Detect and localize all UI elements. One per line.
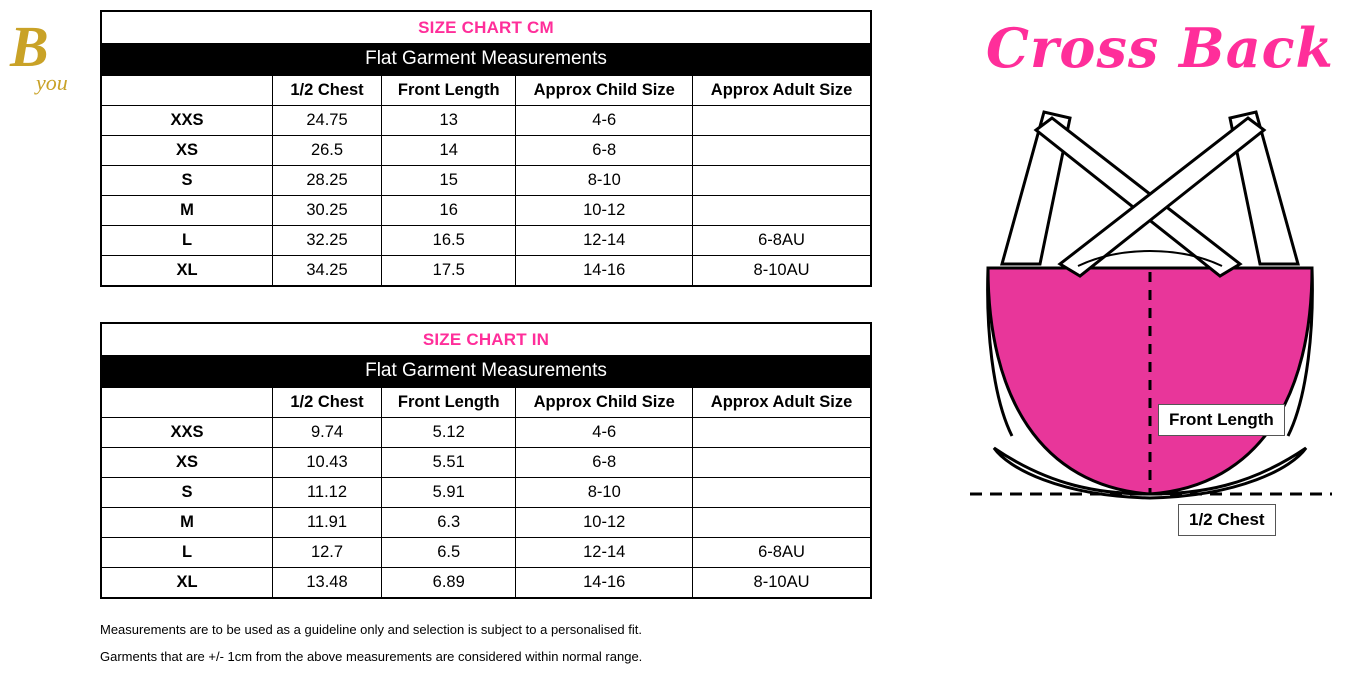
cell-child-size: 10-12 bbox=[516, 196, 693, 226]
footnotes bbox=[100, 622, 800, 676]
cell-adult-size bbox=[693, 106, 870, 136]
table-row bbox=[102, 166, 870, 196]
size-chart-in bbox=[100, 322, 872, 599]
cell-half-chest: 12.7 bbox=[272, 538, 381, 568]
cell-child-size: 4-6 bbox=[516, 106, 693, 136]
logo-mark-b: B bbox=[10, 14, 47, 79]
size-chart-in-title: SIZE CHART IN bbox=[102, 324, 870, 355]
cell-child-size: 14-16 bbox=[516, 568, 693, 598]
cell-half-chest: 24.75 bbox=[272, 106, 381, 136]
cell-size: XS bbox=[102, 448, 272, 478]
table-row bbox=[102, 196, 870, 226]
cell-front-length: 16.5 bbox=[382, 226, 516, 256]
cell-size: XXS bbox=[102, 106, 272, 136]
column-header-half-chest: 1/2 Chest bbox=[272, 76, 381, 106]
cell-child-size: 12-14 bbox=[516, 226, 693, 256]
cell-front-length: 6.5 bbox=[382, 538, 516, 568]
column-header-child-size: Approx Child Size bbox=[516, 76, 693, 106]
cell-half-chest: 11.91 bbox=[272, 508, 381, 538]
table-row bbox=[102, 568, 870, 598]
logo-word-you: you bbox=[36, 70, 68, 95]
size-chart-in-subtitle: Flat Garment Measurements bbox=[102, 355, 870, 388]
cell-size: M bbox=[102, 196, 272, 226]
column-header-front-length: Front Length bbox=[382, 388, 516, 418]
table-row bbox=[102, 508, 870, 538]
cell-child-size: 14-16 bbox=[516, 256, 693, 286]
cell-adult-size bbox=[693, 136, 870, 166]
cell-half-chest: 11.12 bbox=[272, 478, 381, 508]
cell-front-length: 17.5 bbox=[382, 256, 516, 286]
column-header-size bbox=[102, 388, 272, 418]
illustration-title: Cross Back bbox=[986, 16, 1334, 80]
cell-size: M bbox=[102, 508, 272, 538]
column-header-adult-size: Approx Adult Size bbox=[693, 76, 870, 106]
crossback-bra-illustration bbox=[940, 96, 1357, 516]
cell-half-chest: 30.25 bbox=[272, 196, 381, 226]
cell-adult-size bbox=[693, 418, 870, 448]
footnote-2: Garments that are +/- 1cm from the above measurements are considered within normal range. bbox=[100, 649, 643, 664]
illustration-panel bbox=[900, 0, 1357, 680]
table-row bbox=[102, 256, 870, 286]
size-chart-in-table bbox=[102, 388, 870, 597]
cell-front-length: 6.89 bbox=[382, 568, 516, 598]
cell-half-chest: 9.74 bbox=[272, 418, 381, 448]
cell-adult-size bbox=[693, 166, 870, 196]
column-header-size bbox=[102, 76, 272, 106]
cell-front-length: 6.3 bbox=[382, 508, 516, 538]
cell-adult-size bbox=[693, 478, 870, 508]
cell-size: S bbox=[102, 166, 272, 196]
cell-half-chest: 34.25 bbox=[272, 256, 381, 286]
cell-front-length: 15 bbox=[382, 166, 516, 196]
cell-half-chest: 26.5 bbox=[272, 136, 381, 166]
cell-child-size: 8-10 bbox=[516, 166, 693, 196]
size-chart-cm-title: SIZE CHART CM bbox=[102, 12, 870, 43]
cell-front-length: 5.12 bbox=[382, 418, 516, 448]
cell-front-length: 5.91 bbox=[382, 478, 516, 508]
table-row bbox=[102, 418, 870, 448]
table-header-row bbox=[102, 388, 870, 418]
cell-half-chest: 13.48 bbox=[272, 568, 381, 598]
size-chart-cm-table bbox=[102, 76, 870, 285]
cell-child-size: 12-14 bbox=[516, 538, 693, 568]
cell-half-chest: 32.25 bbox=[272, 226, 381, 256]
cell-adult-size bbox=[693, 508, 870, 538]
table-row bbox=[102, 226, 870, 256]
cell-child-size: 6-8 bbox=[516, 136, 693, 166]
table-row bbox=[102, 478, 870, 508]
callout-half-chest: 1/2 Chest bbox=[1178, 504, 1276, 536]
cell-front-length: 16 bbox=[382, 196, 516, 226]
cell-size: S bbox=[102, 478, 272, 508]
size-chart-cm bbox=[100, 10, 872, 287]
cell-size: XL bbox=[102, 256, 272, 286]
brand-logo bbox=[10, 14, 90, 118]
cell-adult-size: 8-10AU bbox=[693, 256, 870, 286]
table-row bbox=[102, 136, 870, 166]
cell-front-length: 14 bbox=[382, 136, 516, 166]
cell-child-size: 8-10 bbox=[516, 478, 693, 508]
column-header-adult-size: Approx Adult Size bbox=[693, 388, 870, 418]
cell-size: L bbox=[102, 538, 272, 568]
column-header-front-length: Front Length bbox=[382, 76, 516, 106]
table-header-row bbox=[102, 76, 870, 106]
cell-child-size: 4-6 bbox=[516, 418, 693, 448]
callout-front-length: Front Length bbox=[1158, 404, 1285, 436]
cell-adult-size: 6-8AU bbox=[693, 538, 870, 568]
cell-child-size: 6-8 bbox=[516, 448, 693, 478]
cell-adult-size: 6-8AU bbox=[693, 226, 870, 256]
size-chart-cm-subtitle: Flat Garment Measurements bbox=[102, 43, 870, 76]
cell-half-chest: 10.43 bbox=[272, 448, 381, 478]
cell-size: XL bbox=[102, 568, 272, 598]
table-row bbox=[102, 538, 870, 568]
table-row bbox=[102, 106, 870, 136]
cell-child-size: 10-12 bbox=[516, 508, 693, 538]
cell-adult-size bbox=[693, 196, 870, 226]
cell-size: XS bbox=[102, 136, 272, 166]
cell-adult-size bbox=[693, 448, 870, 478]
footnote-1: Measurements are to be used as a guideline only and selection is subject to a personalised fit. bbox=[100, 622, 642, 637]
table-row bbox=[102, 448, 870, 478]
column-header-child-size: Approx Child Size bbox=[516, 388, 693, 418]
cell-size: XXS bbox=[102, 418, 272, 448]
cell-adult-size: 8-10AU bbox=[693, 568, 870, 598]
column-header-half-chest: 1/2 Chest bbox=[272, 388, 381, 418]
cell-front-length: 5.51 bbox=[382, 448, 516, 478]
cell-half-chest: 28.25 bbox=[272, 166, 381, 196]
cell-front-length: 13 bbox=[382, 106, 516, 136]
cell-size: L bbox=[102, 226, 272, 256]
